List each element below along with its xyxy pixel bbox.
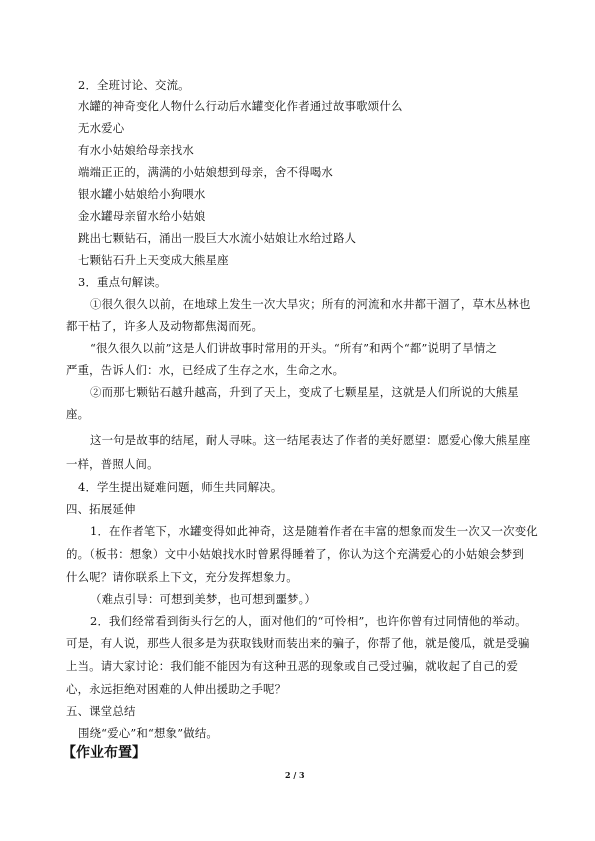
text-line: ②而那七颗钻石越升越高，升到了天上，变成了七颗星星，这就是人们所说的大熊星	[90, 385, 519, 399]
text-line: 2．我们经常看到街头行乞的人，面对他们的“可怜相”，也许你曾有过同情他的举动。	[90, 614, 527, 628]
text-line: 这一句是故事的结尾，耐人寻味。这一结尾表达了作者的美好愿望：愿爱心像大熊星座	[90, 433, 531, 447]
page-number: 2 / 3	[285, 770, 305, 780]
text-line: 金水罐母亲留水给小姑娘	[78, 209, 206, 223]
text-line: 无水爱心	[78, 121, 125, 135]
text-line: 端端正正的，满满的小姑娘想到母亲，舍不得喝水	[78, 165, 333, 179]
text-line: ①很久很久以前，在地球上发生一次大旱灾；所有的河流和水井都干涸了，草木丛林也	[90, 297, 531, 311]
text-line: 座。	[66, 407, 90, 421]
text-line: 心，永远拒绝对困难的人伸出援助之手呢？	[66, 682, 287, 696]
text-line: 可是，有人说，那些人很多是为获取钱财而装出来的骗子，你帮了他，就是傻瓜，就是受骗	[66, 636, 530, 650]
text-line: 上当。请大家讨论：我们能不能因为有这种丑恶的现象或自己受过骗，就收起了自己的爱	[66, 659, 519, 673]
text-line: 都干枯了，许多人及动物都焦渴而死。	[66, 319, 264, 333]
text-line: 四、拓展延伸	[66, 502, 136, 516]
text-line: 围绕“爱心”和“想象”做结。	[78, 726, 218, 740]
text-line: 有水小姑娘给母亲找水	[78, 143, 194, 157]
text-line: 水罐的神奇变化人物什么行动后水罐变化作者通过故事歌颂什么	[78, 99, 403, 113]
text-line: 2．全班讨论、交流。	[78, 78, 190, 92]
text-line: 1．在作者笔下，水罐变得如此神奇，这是随着作者在丰富的想象而发生一次又一次变化	[90, 524, 538, 538]
text-line: 的。（板书：想象）文中小姑娘找水时曾累得睡着了，你认为这个充满爱心的小姑娘会梦到	[66, 547, 524, 561]
text-line: 什么呢？请你联系上下文，充分发挥想象力。	[66, 570, 298, 584]
text-line: 严重，告诉人们：水，已经成了生存之水，生命之水。	[66, 363, 345, 377]
text-line: 4．学生提出疑难问题，师生共同解决。	[78, 480, 283, 494]
text-line: 3．重点句解读。	[78, 275, 167, 289]
text-line: 跳出七颗钻石，涌出一股巨大水流小姑娘让水给过路人	[78, 231, 357, 245]
section-heading: 【作业布置】	[62, 745, 146, 761]
text-line: 七颗钻石升上天变成大熊星座	[78, 253, 229, 267]
text-line: “很久很久以前”这是人们讲故事时常用的开头。“所有”和两个“都”说明了旱情之	[90, 341, 498, 355]
text-line: 银水罐小姑娘给小狗喂水	[78, 187, 206, 201]
text-line: 五、课堂总结	[66, 704, 136, 718]
text-line: 一样，普照人间。	[66, 457, 159, 471]
text-line: （难点引导：可想到美梦，也可想到噩梦。）	[90, 592, 317, 606]
